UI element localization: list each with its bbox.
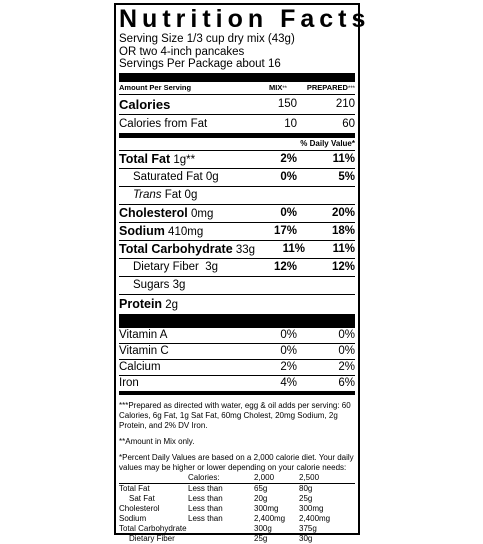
calories-prepared: 210 (335, 98, 355, 110)
dv-row-2500: 25g (299, 493, 313, 503)
nutrient-row-total-fat (119, 151, 355, 169)
footnote-mix: **Amount in Mix only. (119, 436, 195, 446)
dietary-fiber-mix: 12% (273, 261, 297, 273)
vitamin-row-a (119, 328, 355, 344)
total-carbohydrate-mix: 11% (282, 243, 306, 255)
dv-row-2500: 2,400mg (299, 513, 331, 523)
dv-table-row (119, 504, 355, 514)
dv-table-row (119, 524, 355, 534)
cholesterol-label: Cholesterol (119, 206, 188, 220)
dv-row-qualifier: Less than (188, 483, 223, 493)
dv-row-label: Dietary Fiber (129, 533, 175, 543)
calories-mix: 150 (277, 98, 297, 110)
total-carbohydrate-amount: 33g (235, 244, 256, 256)
footnote-daily-value: *Percent Daily Values are based on a 2,000 calorie diet. Your daily values may be higher or lower depending on your calorie needs: (119, 452, 354, 472)
sodium-label: Sodium (119, 224, 165, 238)
cholesterol-prepared: 20% (331, 207, 355, 219)
dv-row-2000: 20g (254, 493, 268, 503)
total-fat-amount: 1g** (173, 154, 196, 166)
serving-size: Serving Size 1/3 cup dry mix (43g) (119, 33, 295, 45)
calories-row (119, 95, 355, 115)
dv-header-blank (119, 473, 188, 483)
dv-row-qualifier: Less than (188, 503, 223, 513)
vitamin-row-calcium (119, 360, 355, 376)
dv-table-row (119, 534, 355, 544)
dv-header-calories: Calories: (188, 472, 220, 482)
trans-fat-label: Trans (133, 189, 162, 201)
iron-label: Iron (119, 377, 139, 389)
dietary-fiber-amount: 3g (205, 261, 219, 273)
dv-row-2500: 30g (299, 533, 313, 543)
total-fat-mix: 2% (280, 153, 297, 165)
nutrient-row-total-carbohydrate (119, 241, 355, 259)
total-carbohydrate-prepared: 11% (332, 243, 355, 255)
dv-table-header (119, 473, 355, 484)
calcium-label: Calcium (119, 361, 161, 373)
mix-header (239, 83, 287, 92)
calories-label: Calories (119, 96, 171, 112)
dv-row-2000: 65g (254, 483, 268, 493)
calories-fat-row (119, 115, 355, 134)
dv-table-row (119, 484, 355, 494)
protein-label: Protein (119, 297, 163, 311)
mix-label: MIX (268, 83, 283, 92)
sodium-mix: 17% (273, 225, 297, 237)
calories-fat-prepared: 60 (342, 117, 355, 130)
thick-divider (119, 73, 355, 82)
dv-row-2000: 300g (254, 523, 272, 533)
vitamin-a-label: Vitamin A (119, 329, 168, 341)
nutrient-row-trans-fat (119, 187, 355, 205)
nutrient-row-dietary-fiber (119, 259, 355, 277)
daily-value-header (119, 138, 355, 151)
dietary-fiber-label: Dietary Fiber (133, 261, 199, 273)
nutrient-row-sugars (119, 277, 355, 295)
dv-row-2500: 300mg (299, 503, 324, 513)
total-fat-prepared: 11% (332, 153, 355, 165)
nutrient-row-sodium (119, 223, 355, 241)
dv-header-2000: 2,000 (254, 472, 275, 482)
daily-value-table (119, 473, 355, 544)
sugars-label: Sugars (133, 279, 170, 291)
vitamin-c-label: Vitamin C (119, 345, 169, 357)
saturated-fat-prepared: 5% (338, 171, 355, 183)
mix-mark: ** (282, 86, 287, 92)
nutrient-row-saturated-fat (119, 169, 355, 187)
nutrition-facts-panel (114, 3, 371, 543)
serving-alt: OR two 4-inch pancakes (119, 45, 245, 58)
iron-mix: 4% (280, 377, 297, 389)
trans-fat-amount: Fat 0g (164, 189, 198, 201)
dv-row-label: Total Carbohydrate (119, 523, 187, 533)
dv-header-2500: 2,500 (299, 472, 320, 482)
dv-table-row (119, 514, 355, 524)
footnote-prepared: ***Prepared as directed with water, egg & oil adds per serving: 60 Calories, 6g Fat, 1g Sat Fat, 60mg Cholest, 20mg Sodium, 2g Protein, and 2% DV Iron. (119, 400, 351, 430)
dv-row-qualifier: Less than (188, 493, 223, 503)
dv-row-qualifier: Less than (188, 513, 223, 523)
sodium-amount: 410mg (168, 226, 204, 238)
servings-per-package: Servings Per Package about 16 (119, 58, 281, 70)
cholesterol-amount: 0mg (190, 208, 214, 220)
calories-fat-mix: 10 (284, 117, 297, 130)
protein-amount: 2g (165, 299, 179, 311)
total-fat-label: Total Fat (119, 152, 171, 166)
calcium-mix: 2% (280, 361, 297, 373)
calories-fat-label: Calories from Fat (119, 117, 208, 130)
total-carbohydrate-label: Total Carbohydrate (119, 242, 233, 256)
dv-row-label: Sodium (119, 513, 147, 523)
thick-divider-vitamins (119, 314, 355, 328)
vitamin-c-prepared: 0% (338, 345, 355, 357)
amount-header: Amount Per Serving (119, 83, 192, 92)
nutrient-row-protein (119, 295, 355, 314)
calcium-prepared: 2% (338, 361, 355, 373)
daily-value-label: % Daily Value* (300, 139, 355, 148)
iron-prepared: 6% (338, 377, 355, 389)
dv-row-2000: 300mg (254, 503, 279, 513)
amount-header-row (119, 82, 355, 95)
dv-row-label: Sat Fat (129, 493, 155, 503)
dv-row-2000: 2,400mg (254, 513, 286, 523)
saturated-fat-mix: 0% (280, 171, 297, 183)
nutrient-row-cholesterol (119, 205, 355, 223)
saturated-fat-label: Saturated Fat (133, 171, 203, 183)
dv-row-label: Cholesterol (119, 503, 160, 513)
vitamin-c-mix: 0% (280, 345, 297, 357)
dv-row-2500: 375g (299, 523, 317, 533)
dv-row-label: Total Fat (119, 483, 150, 493)
dv-row-2500: 80g (299, 483, 313, 493)
panel-title: Nutrition Facts (119, 5, 371, 33)
prepared-label: PREPARED (306, 83, 348, 92)
vitamin-row-c (119, 344, 355, 360)
cholesterol-mix: 0% (280, 207, 297, 219)
dv-row-2000: 25g (254, 533, 268, 543)
sodium-prepared: 18% (331, 225, 355, 237)
dv-table-row (119, 494, 355, 504)
prepared-header (287, 83, 355, 92)
vitamin-a-prepared: 0% (338, 329, 355, 341)
vitamin-row-iron (119, 376, 355, 395)
dietary-fiber-prepared: 12% (331, 261, 355, 273)
vitamin-a-mix: 0% (280, 329, 297, 341)
saturated-fat-amount: 0g (205, 171, 219, 183)
prepared-mark: *** (347, 86, 355, 92)
sugars-amount: 3g (172, 279, 186, 291)
